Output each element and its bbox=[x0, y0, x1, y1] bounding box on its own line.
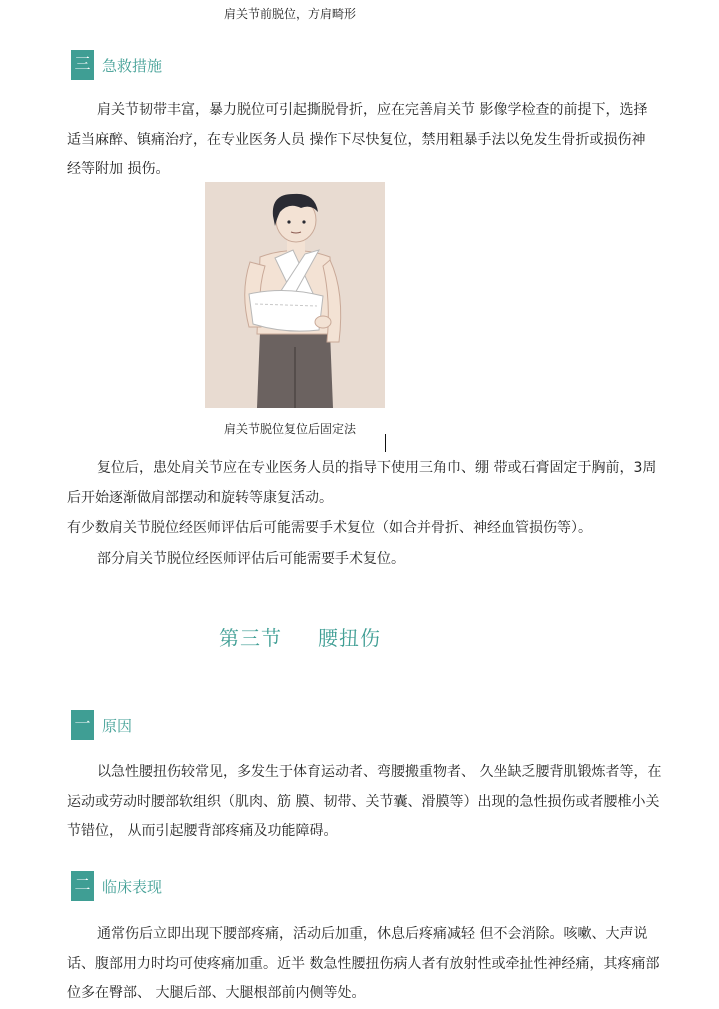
figure-caption-top: 肩关节前脱位，方肩畸形 bbox=[224, 7, 357, 21]
heading-badge: 三 bbox=[71, 50, 94, 80]
text-cursor bbox=[385, 434, 386, 452]
emergency-paragraph: 肩关节韧带丰富，暴力脱位可引起撕脱骨折，应在完善肩关节 影像学检查的前提下，选择适当麻醉、镇痛治疗，在专业医务人员 操作下尽快复位，禁用粗暴手法以免发生骨折或损伤神经等附加 损伤。 bbox=[67, 102, 648, 177]
heading-label: 临床表现 bbox=[102, 878, 163, 896]
cause-paragraph: 以急性腰扭伤较常见，多发生于体育运动者、弯腰搬重物者、 久坐缺乏腰背肌锻炼者等，在运动或劳动时腰部软组织（肌肉、筋 膜、韧带、关节囊、滑膜等）出现的急性损伤或者腰椎小关节错位， 从而引起腰背部疼痛及功能障碍。 bbox=[67, 764, 662, 839]
shoulder-sling-illustration bbox=[205, 182, 385, 408]
section-heading-emergency bbox=[71, 50, 271, 80]
heading-badge: 二 bbox=[71, 871, 94, 901]
sling-figure-icon bbox=[205, 182, 385, 408]
section-number: 第三节 bbox=[219, 626, 282, 650]
clinical-paragraph: 通常伤后立即出现下腰部疼痛，活动后加重，休息后疼痛减轻 但不会消除。咳嗽、大声说话、腹部用力时均可使疼痛加重。近半 数急性腰扭伤病人者有放射性或牵扯性神经痛，其疼痛部位多在臀部、 大腿后部、大腿根部前内侧等处。 bbox=[67, 926, 660, 1001]
section-heading-clinical bbox=[71, 871, 271, 901]
surgery-note-paragraph: 有少数肩关节脱位经医师评估后可能需要手术复位（如合并骨折、神经血管损伤等）。 bbox=[67, 520, 592, 536]
section-name: 腰扭伤 bbox=[318, 626, 381, 650]
section-heading-cause bbox=[71, 710, 271, 740]
surgery-partial-paragraph: 部分肩关节脱位经医师评估后可能需要手术复位。 bbox=[97, 551, 405, 567]
heading-label: 急救措施 bbox=[102, 57, 163, 75]
section-title bbox=[219, 622, 381, 651]
heading-label: 原因 bbox=[102, 717, 133, 735]
after-reduction-paragraph: 复位后，患处肩关节应在专业医务人员的指导下使用三角巾、绷 带或石膏固定于胸前，3周后开始逐渐做肩部摆动和旋转等康复活动。 bbox=[67, 460, 657, 506]
figure-caption: 肩关节脱位复位后固定法 bbox=[224, 422, 357, 436]
heading-badge: 一 bbox=[71, 710, 94, 740]
